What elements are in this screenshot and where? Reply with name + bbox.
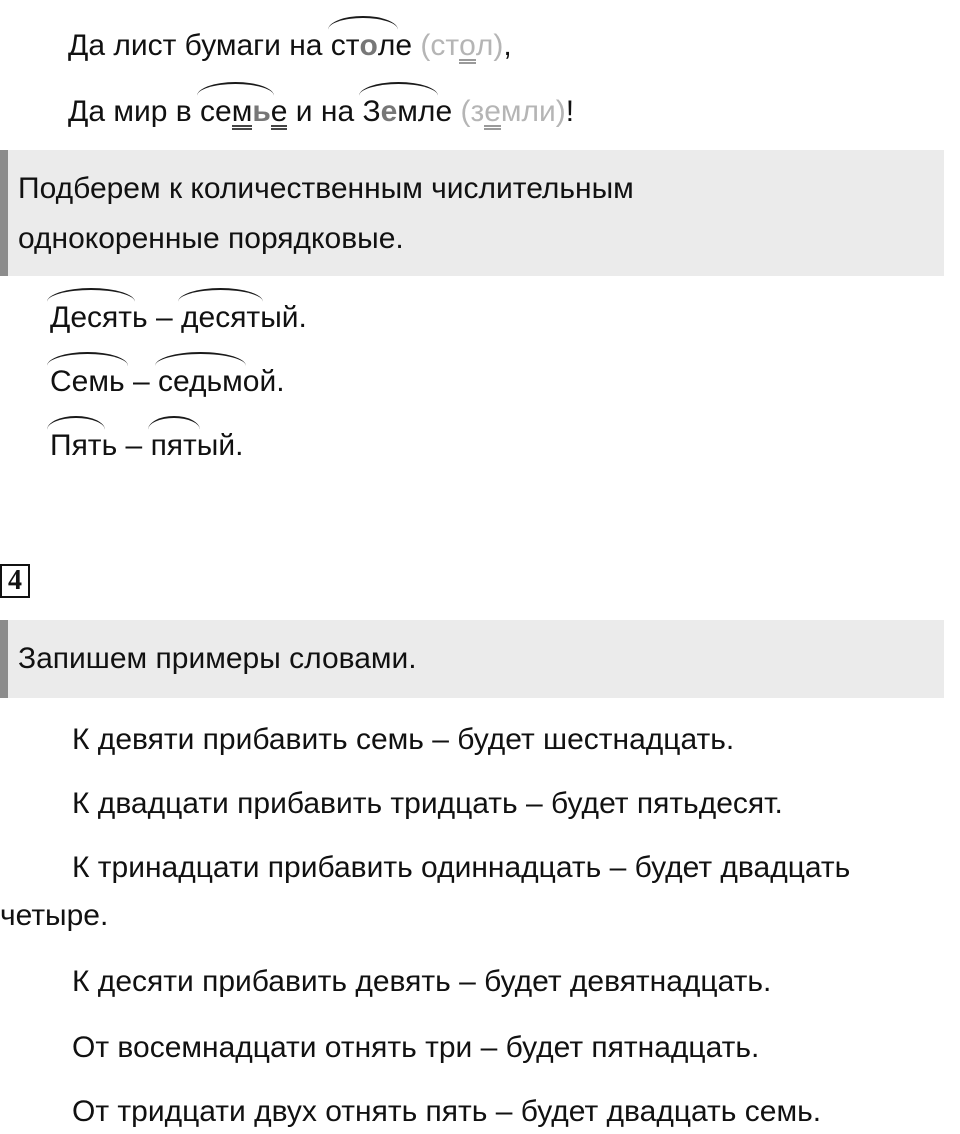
word-pair-1: Десять – десятый. — [50, 298, 307, 338]
example-line-3: К тринадцати прибавить одиннадцать – будет двадцать — [72, 851, 851, 884]
check-word-hint: (стол) — [420, 29, 504, 62]
note-line: Запишем примеры словами. — [18, 642, 417, 675]
root-arc-mark — [328, 16, 399, 30]
example-line-4: К десяти прибавить девять – будет девятнадцать. — [72, 965, 772, 998]
note-line: Подберем к количественным числительным — [18, 172, 634, 205]
root-word: Семь — [50, 362, 125, 402]
root-word-stole: стол — [331, 26, 396, 66]
root-arc-mark — [359, 82, 438, 96]
root-arc-mark — [47, 288, 135, 302]
root-word-zemle: Земл — [362, 92, 435, 132]
task-number-box: 4 — [0, 564, 30, 598]
example-line-3-continued: четыре. — [0, 899, 109, 932]
example-line-1: К девяти прибавить семь – будет шестнадцать. — [72, 723, 735, 756]
poem-text: Да лист бумаги на — [68, 29, 331, 62]
root-arc-mark — [197, 82, 274, 96]
instruction-note — [0, 620, 944, 698]
root-arc-mark — [148, 416, 200, 430]
root-word-seme: семь — [200, 92, 271, 132]
root-word: седьм — [158, 362, 243, 402]
root-arc-mark — [155, 352, 246, 366]
example-line-2: К двадцати прибавить тридцать – будет пятьдесят. — [72, 787, 783, 820]
poem-line-2: Да мир в семье и на Земле (земли)! — [68, 92, 574, 132]
root-word: Пят — [50, 426, 102, 466]
note-line: однокоренные порядковые. — [18, 222, 404, 255]
root-word: Десят — [50, 298, 132, 338]
root-word: десят — [181, 298, 260, 338]
poem-line-1: Да лист бумаги на столе (стол), — [68, 26, 512, 66]
instruction-note — [0, 150, 944, 276]
check-word-hint: (земли) — [460, 95, 566, 128]
poem-text: Да мир в — [68, 95, 201, 128]
word-pair-3: Пять – пятый. — [50, 426, 243, 466]
root-arc-mark — [178, 288, 263, 302]
root-arc-mark — [47, 352, 128, 366]
root-arc-mark — [47, 416, 105, 430]
root-word: пят — [151, 426, 197, 466]
example-line-6: От тридцати двух отнять пять – будет двадцать семь. — [72, 1095, 822, 1128]
example-line-5: От восемнадцати отнять три – будет пятнадцать. — [72, 1031, 760, 1064]
word-pair-2: Семь – седьмой. — [50, 362, 285, 402]
